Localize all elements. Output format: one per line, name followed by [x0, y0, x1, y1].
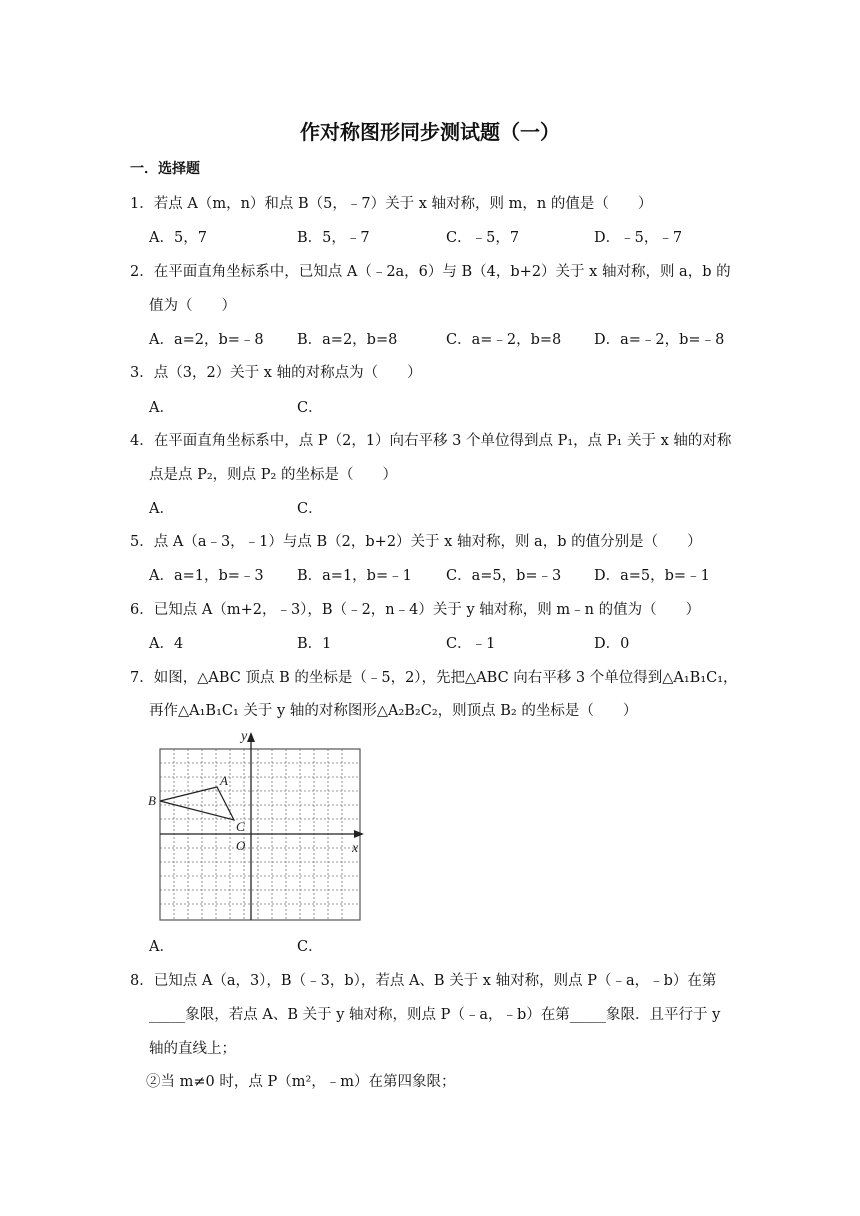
x-axis-arrow	[354, 830, 364, 838]
question-text: 在平面直角坐标系中，点 P（2，1）向右平移 3 个单位得到点 P₁，点 P₁ 关于 x 轴的对称	[153, 433, 732, 449]
option-b: B．a=1，b=﹣1	[297, 568, 412, 584]
question-text: 已知点 A（a，3），B（﹣3，b），若点 A、B 关于 x 轴对称，则点 P（﹣a，﹣b）在第	[153, 973, 717, 989]
triangle-abc	[160, 787, 234, 820]
question-number: 5．	[130, 534, 154, 550]
question-text-cont: 再作△A₁B₁C₁ 关于 y 轴的对称图形△A₂B₂C₂，则顶点 B₂ 的坐标是（ ）	[149, 703, 638, 719]
option-c: C．a=﹣2，b=8	[446, 332, 562, 348]
question-number: 6．	[130, 602, 154, 618]
question-7	[130, 666, 738, 687]
question-text: 点（3，2）关于 x 轴的对称点为（ ）	[153, 365, 422, 381]
section-heading: 一．选择题	[130, 161, 200, 177]
option-a: A．	[149, 939, 174, 955]
question-text-cont: 点是点 P₂，则点 P₂ 的坐标是（ ）	[149, 467, 397, 483]
option-c: C．a=5，b=﹣3	[446, 568, 562, 584]
question-text-cont: 轴的直线上；	[149, 1041, 236, 1057]
option-d: D．0	[594, 636, 630, 652]
option-c: C．﹣1	[446, 636, 496, 652]
option-c: C．	[297, 501, 323, 517]
option-d: D．a=﹣2，b=﹣8	[594, 332, 725, 348]
question-8	[130, 969, 716, 990]
question-4	[130, 429, 731, 450]
question-text: 在平面直角坐标系中，已知点 A（﹣2a，6）与 B（4，b+2）关于 x 轴对称，则 a，b 的	[153, 264, 731, 280]
question-text: 若点 A（m，n）和点 B（5，﹣7）关于 x 轴对称，则 m，n 的值是（ ）	[153, 196, 653, 212]
option-d: D．﹣5，﹣7	[594, 230, 683, 246]
option-c: C．	[297, 400, 323, 416]
option-a: A．a=1，b=﹣3	[149, 568, 264, 584]
option-b: B．a=2，b=8	[297, 332, 398, 348]
question-text-cont: ②当 m≠0 时，点 P（m²，﹣m）在第四象限；	[146, 1074, 456, 1090]
label-o: O	[236, 838, 246, 853]
question-number: 4．	[130, 433, 154, 449]
question-number: 8．	[130, 973, 154, 989]
option-a: A．	[149, 501, 174, 517]
question-2	[130, 260, 731, 281]
option-c: C．	[297, 939, 323, 955]
y-axis-arrow	[247, 732, 255, 742]
option-b: B．5，﹣7	[297, 230, 370, 246]
question-1	[130, 192, 652, 213]
question-text: 如图，△ABC 顶点 B 的坐标是（﹣5，2），先把△ABC 向右平移 3 个单位得到△A₁B₁C₁，	[153, 670, 738, 686]
option-d: D．a=5，b=﹣1	[594, 568, 710, 584]
label-b: B	[148, 793, 156, 808]
label-c: C	[236, 819, 245, 834]
option-b: B．1	[297, 636, 332, 652]
label-a: A	[220, 773, 228, 788]
page-title: 作对称图形同步测试题（一）	[300, 120, 560, 144]
option-a: A．5，7	[149, 230, 207, 246]
option-a: A．4	[149, 636, 184, 652]
option-c: C．﹣5，7	[446, 230, 520, 246]
label-y: y	[241, 729, 248, 744]
coordinate-grid-figure	[146, 728, 372, 924]
question-6	[130, 598, 700, 619]
question-number: 2．	[130, 264, 154, 280]
question-text-cont: 值为（ ）	[149, 298, 236, 314]
question-text: 点 A（a﹣3，﹣1）与点 B（2，b+2）关于 x 轴对称，则 a，b 的值分别是（ ）	[153, 534, 702, 550]
question-text: 已知点 A（m+2，﹣3），B（﹣2，n﹣4）关于 y 轴对称，则 m﹣n 的值为（ ）	[153, 602, 701, 618]
question-number: 1．	[130, 196, 154, 212]
question-3	[130, 361, 422, 382]
question-number: 7．	[130, 670, 154, 686]
label-x: x	[352, 841, 359, 856]
option-a: A．	[149, 400, 174, 416]
option-a: A．a=2，b=﹣8	[149, 332, 264, 348]
question-text-cont: _____象限，若点 A、B 关于 y 轴对称，则点 P（﹣a，﹣b）在第_____象限．且平行于 y	[149, 1007, 721, 1023]
question-5	[130, 530, 702, 551]
question-number: 3．	[130, 365, 154, 381]
